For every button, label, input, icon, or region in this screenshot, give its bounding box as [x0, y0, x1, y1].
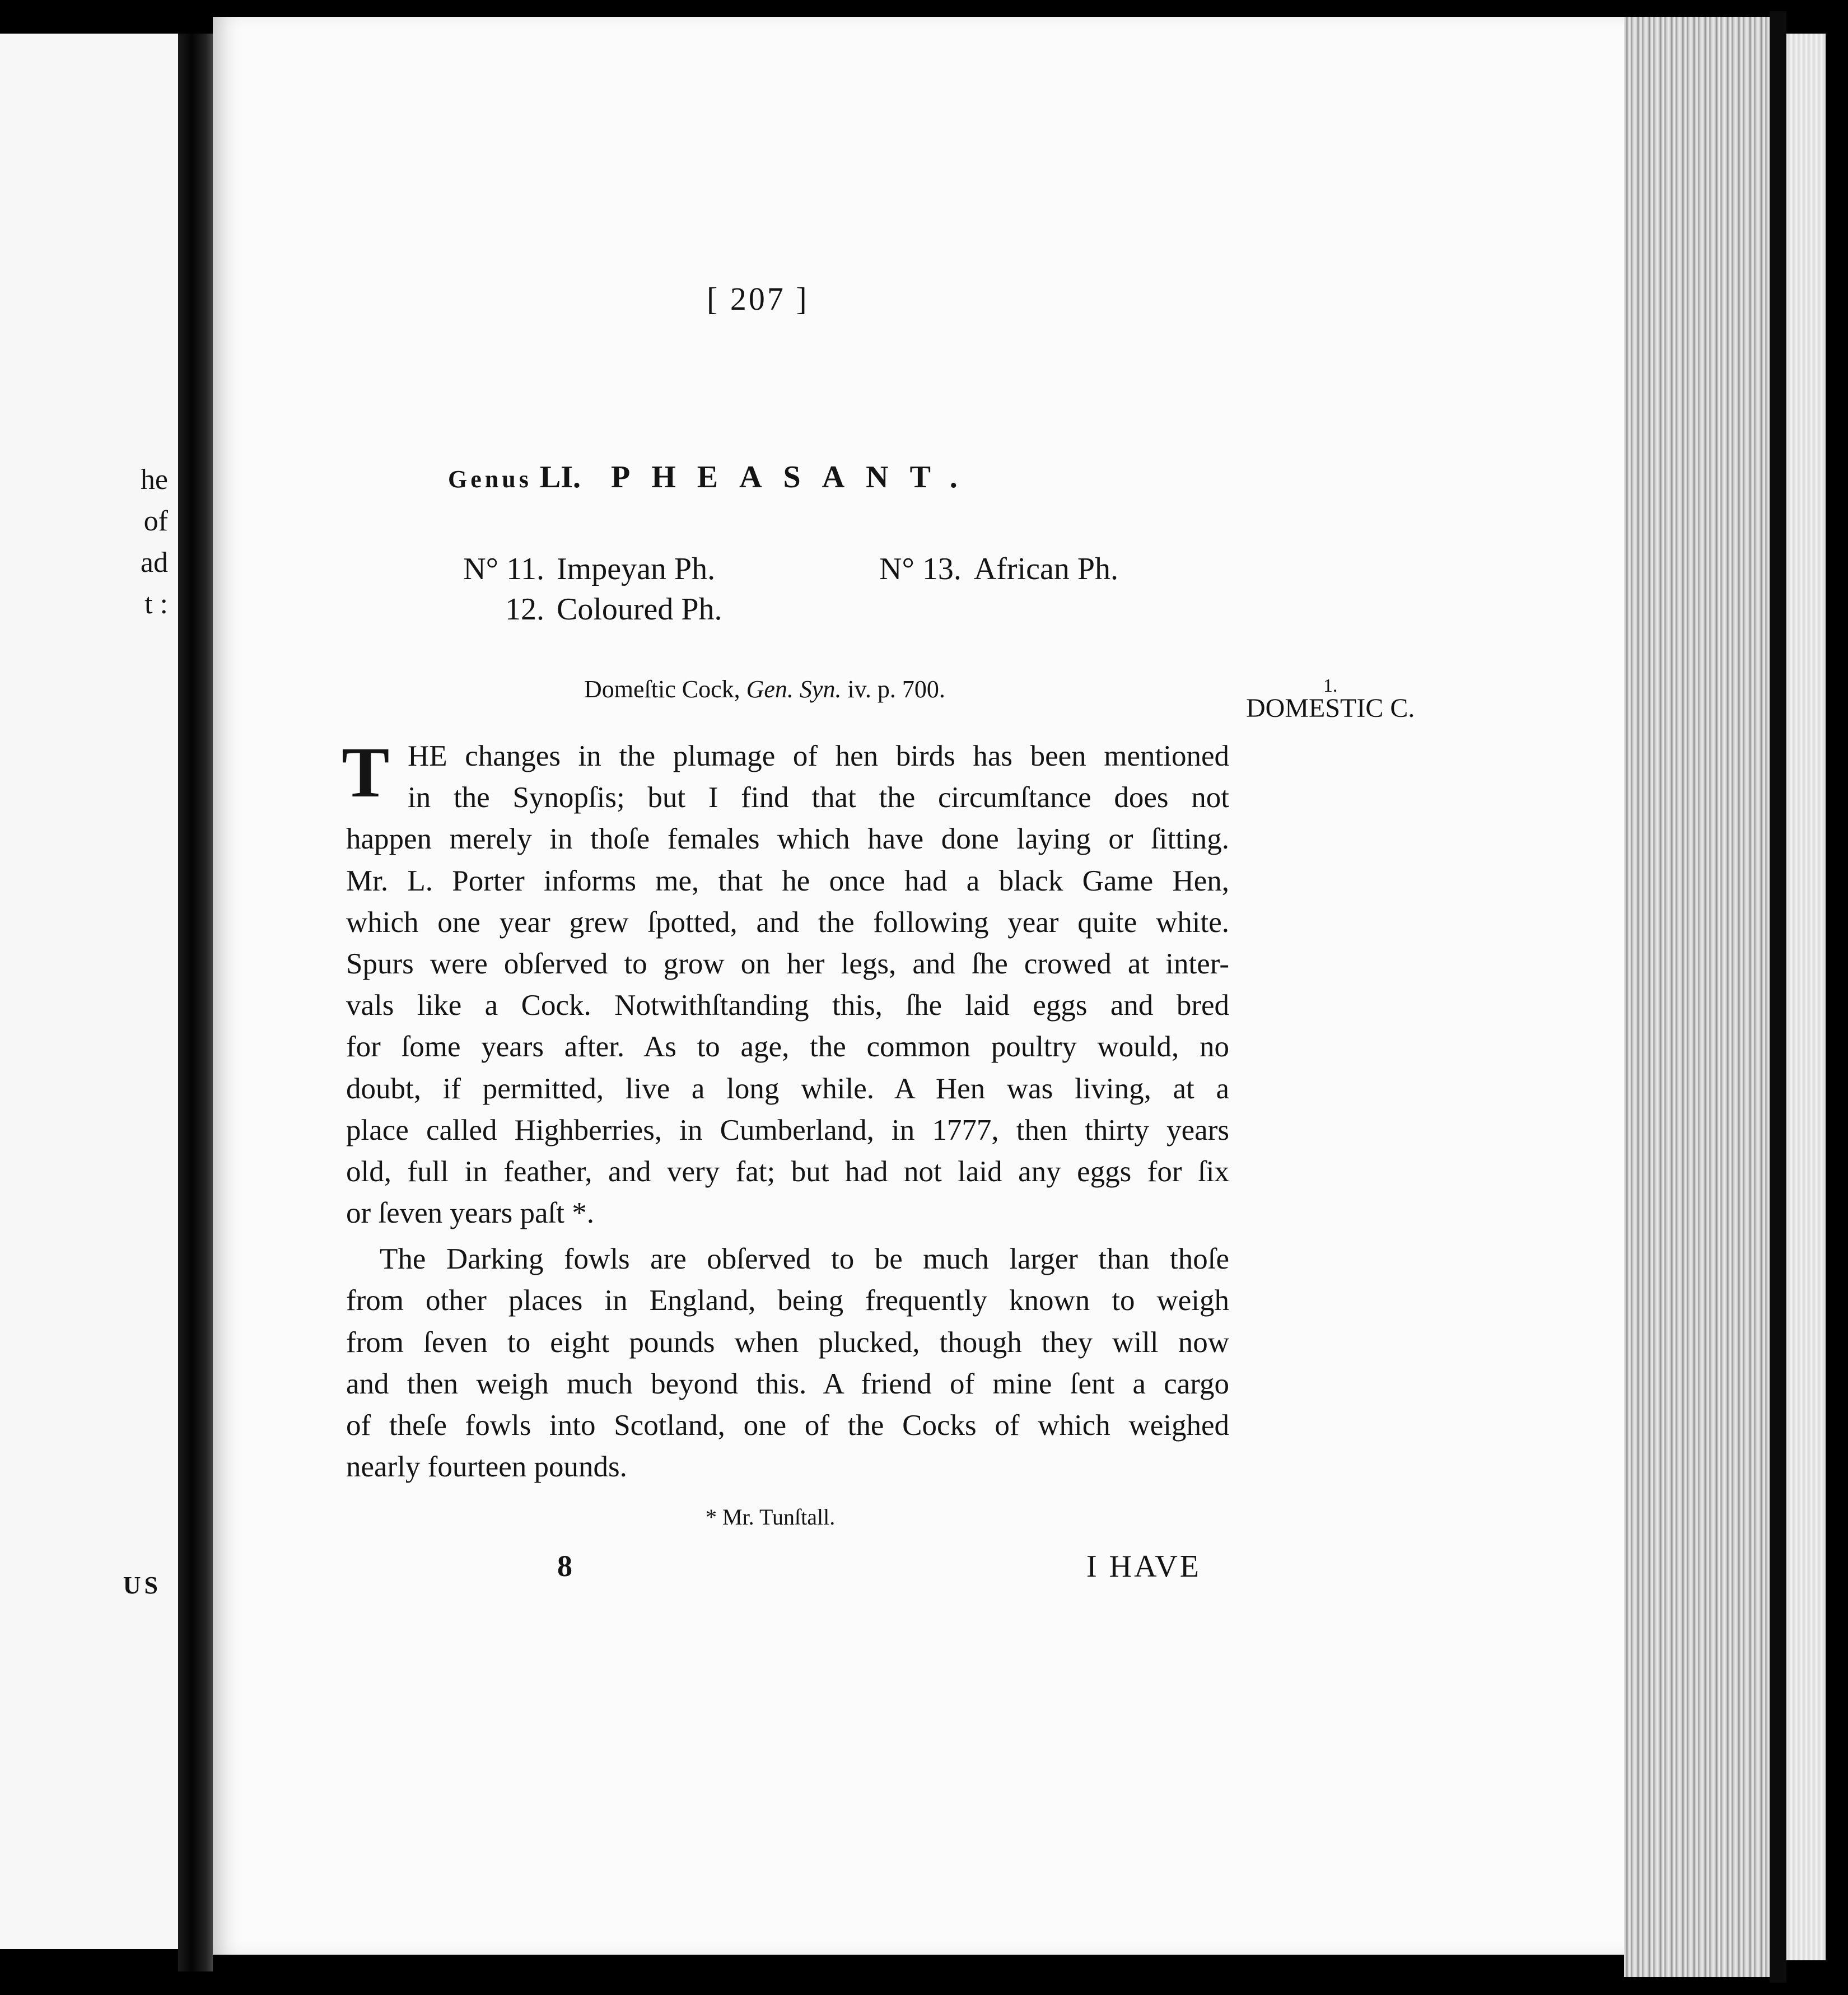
left-page-fragment: t :: [144, 588, 168, 620]
previous-page: [0, 34, 178, 1949]
margin-note-index: 1.: [1323, 675, 1338, 696]
text-line: Mr. L. Porter informs me, that he once had a black Game Hen,: [346, 864, 1229, 897]
species-name: African Ph.: [973, 552, 1118, 586]
left-page-fragment: he: [140, 464, 168, 496]
page-edges: [1624, 17, 1770, 1977]
text-line: and then weigh much beyond this. A friend of mine ſent a cargo: [346, 1367, 1229, 1400]
book-gutter: [178, 34, 213, 1971]
species-entry: [442, 549, 722, 589]
text-line: or ſeven years paſt *.: [346, 1197, 594, 1230]
text-line: in the Synopſis; but I find that the circumſtance does not: [408, 781, 1229, 814]
catchword: I HAVE: [1086, 1549, 1201, 1584]
signature-mark: 8: [557, 1549, 572, 1583]
species-number: N° 11.: [463, 552, 544, 586]
text-line: which one year grew ſpotted, and the following year quite white.: [346, 906, 1229, 939]
book-page: [213, 17, 1624, 1955]
genus-label: Genus: [448, 465, 532, 493]
species-entry: [879, 549, 1118, 589]
species-name: Impeyan Ph.: [557, 552, 716, 586]
margin-note: [1246, 675, 1415, 723]
genus-number: LI.: [539, 460, 581, 495]
text-line: from other places in England, being frequently known to weigh: [346, 1284, 1229, 1317]
drop-cap: T: [342, 733, 390, 812]
text-line: HE changes in the plumage of hen birds has been mentioned: [408, 740, 1229, 772]
text-line: doubt, if permitted, live a long while. A Hen was living, at a: [346, 1072, 1229, 1105]
text-line: The Darking fowls are obſerved to be much larger than thoſe: [380, 1243, 1229, 1276]
text-line: happen merely in thoſe females which have done laying or ſitting.: [346, 823, 1229, 856]
text-line: for ſome years after. As to age, the common poultry would, no: [346, 1031, 1229, 1064]
synonym-reference: [584, 675, 945, 703]
species-name: Coloured Ph.: [557, 592, 722, 627]
text-line: Spurs were obſerved to grow on her legs, and ſhe crowed at inter-: [346, 947, 1229, 980]
species-list-right: [879, 549, 1118, 589]
left-page-fragment-bottom: US: [123, 1572, 161, 1599]
text-line: from ſeven to eight pounds when plucked, though they will now: [346, 1326, 1229, 1359]
page-edges-shadow: [1770, 11, 1786, 1983]
synonym-ref-italic: Gen. Syn.: [746, 675, 842, 703]
species-entry: [442, 589, 722, 630]
genus-heading: [448, 459, 979, 495]
species-number: 12.: [505, 592, 544, 627]
species-number: N° 13.: [879, 552, 962, 586]
text-line: nearly fourteen pounds.: [346, 1451, 627, 1484]
synonym-text: Domeſtic Cock,: [584, 675, 740, 703]
left-page-fragment: of: [143, 505, 168, 537]
text-line: vals like a Cock. Notwithſtanding this, ſhe laid eggs and bred: [346, 989, 1229, 1022]
body-text: [342, 733, 1229, 1488]
text-line: old, full in feather, and very fat; but had not laid any eggs for ſix: [346, 1155, 1229, 1188]
page-edges-outer: [1786, 34, 1826, 1960]
species-list-left: [442, 549, 722, 630]
footnote: * Mr. Tunſtall.: [706, 1504, 836, 1530]
genus-name: PHEASANT.: [610, 460, 979, 495]
synonym-ref-rest: iv. p. 700.: [847, 675, 945, 703]
text-line: of theſe fowls into Scotland, one of the Cocks of which weighed: [346, 1409, 1229, 1442]
page-number: [ 207 ]: [707, 281, 809, 317]
margin-note-title: DOMESTIC C.: [1246, 693, 1415, 723]
text-line: place called Highberries, in Cumberland, in 1777, then thirty years: [346, 1113, 1229, 1146]
left-page-fragment: ad: [140, 547, 168, 579]
